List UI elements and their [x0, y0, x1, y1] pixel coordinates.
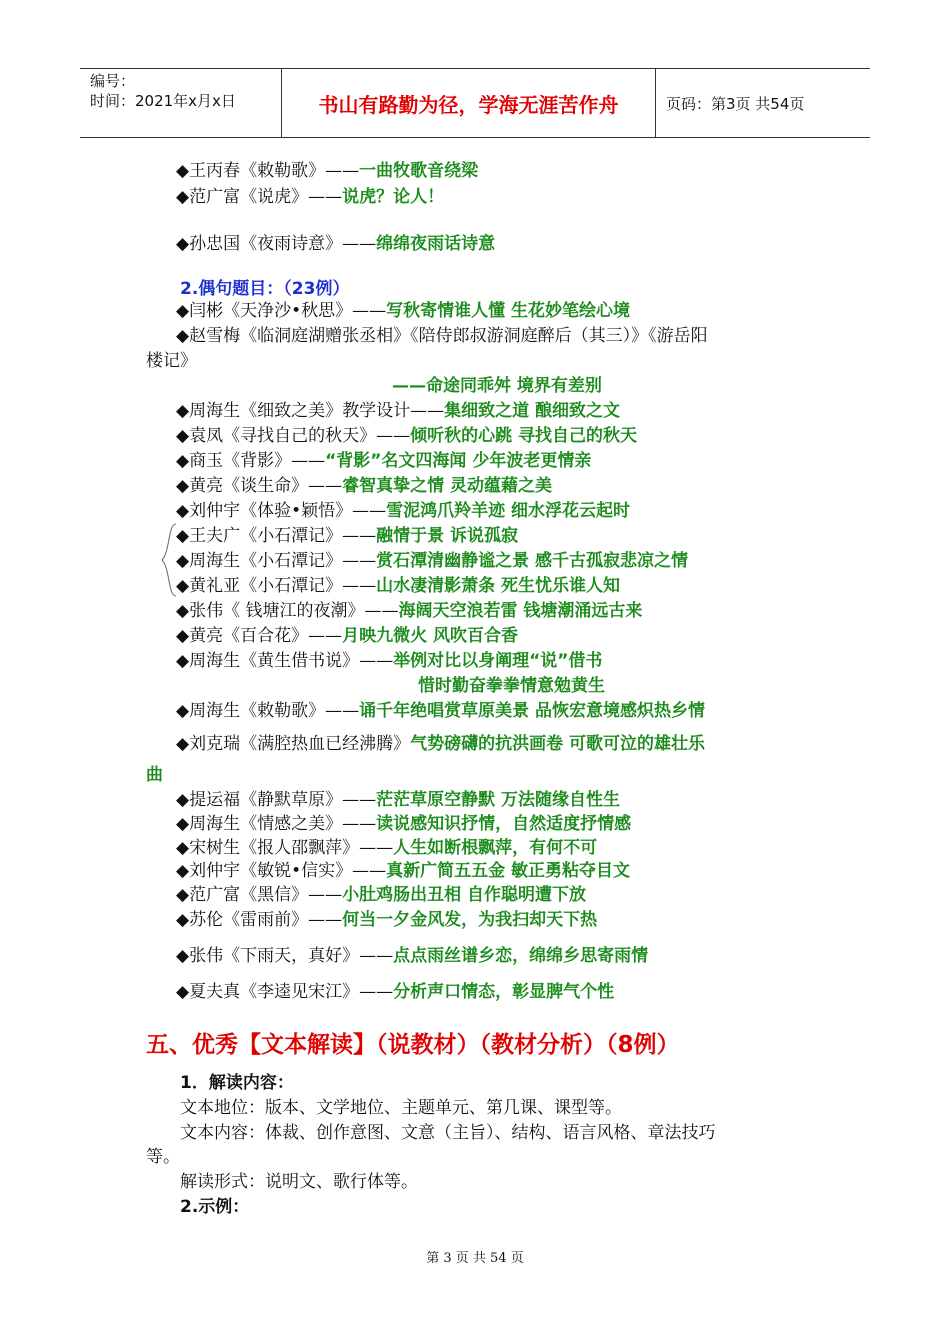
list-item: ◆张伟《 钱塘江的夜潮》——海阔天空浪若雷 钱塘潮涌远古来 [176, 601, 643, 621]
list-item: ◆闫彬《天净沙•秋思》——写秋寄情谁人懂 生花妙笔绘心境 [176, 301, 631, 321]
header-motto: 书山有路勤为径，学海无涯苦作舟 [282, 69, 656, 137]
list-item: ◆刘仲宇《敏锐•信实》——真新广简五五金 敏正勇粘夺目文 [176, 861, 631, 881]
header-page-info: 页码：第3页 共54页 [666, 94, 805, 113]
list-item: ◆商玉《背影》——“背影”名文四海闻 少年波老更情亲 [176, 451, 592, 471]
section-heading: 五、优秀【文本解读】（说教材）（教材分析）（8例） [146, 1032, 680, 1058]
list-item: ◆黄礼亚《小石潭记》——山水凄清影萧条 死生忧乐谁人知 [176, 576, 620, 596]
section-heading-couplets: 2.偶句题目：（23例） [180, 279, 350, 299]
paragraph: 文本地位：版本、文学地位、主题单元、第几课、课型等。 [180, 1098, 622, 1118]
number-label: 编号： [90, 72, 136, 90]
paragraph: 解读形式：说明文、歌行体等。 [180, 1172, 418, 1192]
list-item: ◆刘克瑞《满腔热血已经沸腾》气势磅礴的抗洪画卷 可歌可泣的雄壮乐 [176, 734, 705, 754]
list-item-theme: ——命途同乖舛 境界有差别 [392, 376, 602, 396]
list-item: ◆孙忠国《夜雨诗意》——绵绵夜雨话诗意 [176, 234, 496, 254]
subheading: 2.示例： [180, 1197, 250, 1217]
list-item-theme: 惜时勤奋拳拳情意勉黄生 [418, 676, 605, 696]
page-footer: 第 3 页 共 54 页 [426, 1251, 524, 1266]
subheading: 1．解读内容： [180, 1073, 294, 1093]
paragraph-continued: 等。 [146, 1147, 180, 1167]
list-item: ◆苏伦《雷雨前》——何当一夕金风发，为我扫却天下热 [176, 910, 598, 930]
list-item: ◆张伟《下雨天，真好》——点点雨丝谱乡恋，绵绵乡思寄雨情 [176, 946, 649, 966]
list-item: ◆黄亮《谈生命》——睿智真挚之情 灵动蕴藉之美 [176, 476, 552, 496]
brace-mark [158, 522, 178, 598]
list-item: ◆周海生《敕勒歌》——诵千年绝唱赏草原美景 品恢宏意境感炽热乡情 [176, 701, 705, 721]
paragraph: 文本内容：体裁、创作意图、文意（主旨）、结构、语言风格、章法技巧 [180, 1123, 716, 1143]
list-item: ◆周海生《小石潭记》——赏石潭清幽静谧之景 感千古孤寂悲凉之情 [176, 551, 688, 571]
list-item: ◆周海生《情感之美》——读说感知识抒情，自然适度抒情感 [176, 814, 632, 834]
header-meta [80, 69, 282, 137]
list-item: ◆袁凤《寻找自己的秋天》——倾听秋的心跳 寻找自己的秋天 [176, 426, 637, 446]
list-item: ◆范广富《黑信》——小肚鸡肠出丑相 自作聪明遭下放 [176, 885, 586, 905]
list-item: ◆王丙春《敕勒歌》——一曲牧歌音绕梁 [176, 161, 479, 181]
list-item: ◆夏夫真《李逵见宋江》——分析声口情态，彰显脾气个性 [176, 982, 615, 1002]
list-item: ◆周海生《黄生借书说》——举例对比以身阐理“说”借书 [176, 651, 603, 671]
page-header [80, 68, 870, 138]
list-item: ◆赵雪梅《临洞庭湖赠张丞相》《陪侍郎叔游洞庭醉后（其三）》《游岳阳 [176, 326, 708, 346]
list-item-continued: 曲 [146, 765, 163, 785]
list-item: ◆宋树生《报人邵飘萍》——人生如断根飘萍，有何不可 [176, 838, 598, 858]
time-label: 时间：2021年x月x日 [90, 92, 236, 110]
list-item: ◆周海生《细致之美》教学设计——集细致之道 酿细致之文 [176, 401, 620, 421]
list-item: ◆刘仲宇《体验•颖悟》——雪泥鸿爪羚羊迹 细水浮花云起时 [176, 501, 631, 521]
list-item: ◆王夫广《小石潭记》——融情于景 诉说孤寂 [176, 526, 518, 546]
list-item: ◆提运福《静默草原》——茫茫草原空静默 万法随缘自性生 [176, 790, 620, 810]
list-item: ◆黄亮《百合花》——月映九微火 风吹百合香 [176, 626, 518, 646]
list-item: ◆范广富《说虎》——说虎？论人！ [176, 187, 445, 207]
list-item-continued: 楼记》 [146, 351, 197, 371]
